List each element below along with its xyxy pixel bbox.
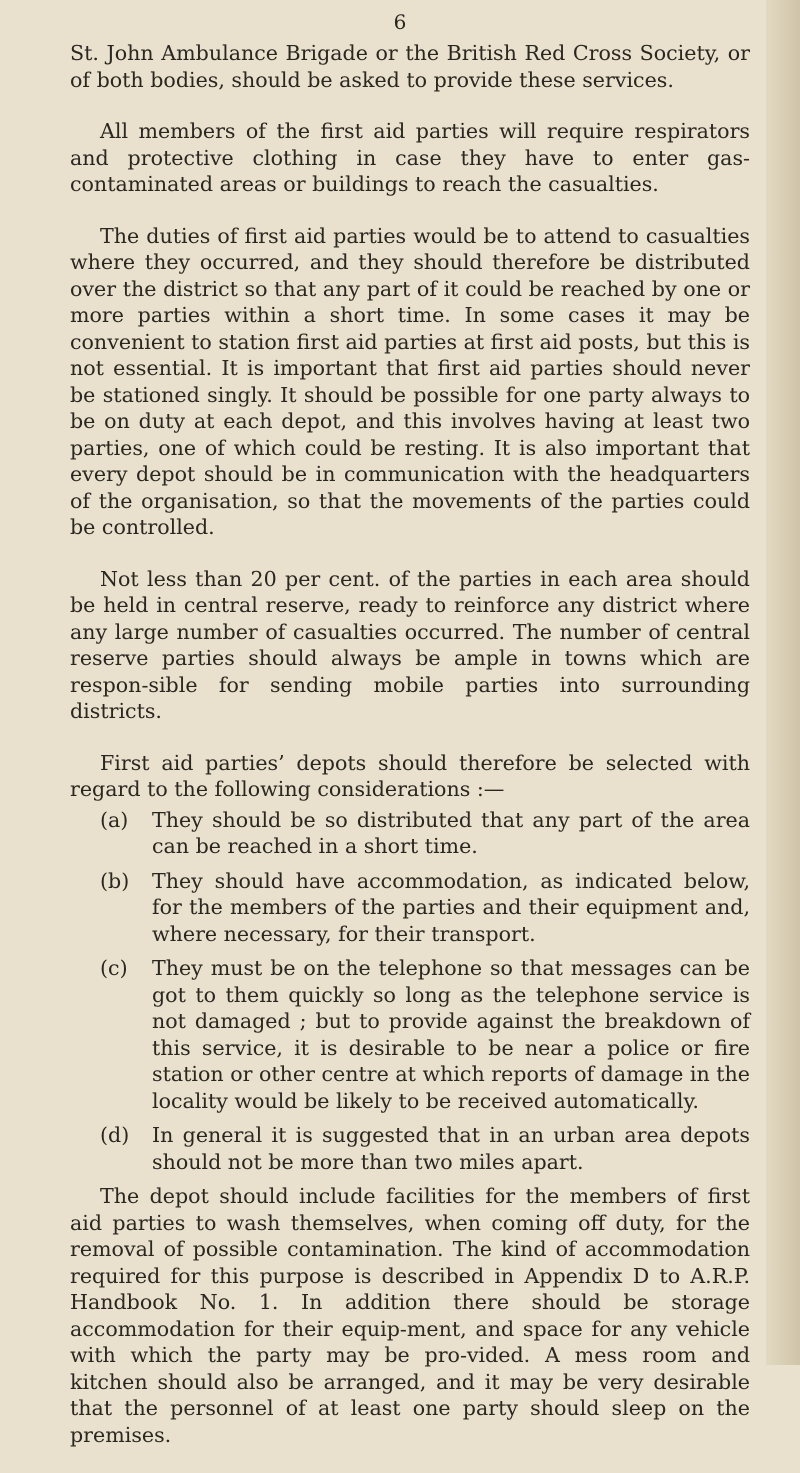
list-item-text: In general it is suggested that in an urban area depots should not be more than two miles apart. [152, 1123, 750, 1174]
list-item-text: They should have accommodation, as indicated below, for the members of the parties and their equipment and, where necessary, for their transport. [152, 868, 750, 946]
list-marker: (b) [100, 868, 130, 893]
list-item [70, 955, 750, 1114]
list-item [70, 1122, 750, 1175]
paragraph-depot-facilities: The depot should include facilities for the members of first aid parties to wash themselves, when coming off duty, for the removal of possible contamination. The kind of accommodation required for this purpose is described in Appendix D to A.R.P. Handbook No. 1. In addition there should be storage accommodation for their equip-ment, and space for any vehicle with which the party may be pro-vided. A mess room and kitchen should also be arranged, and it may be very desirable that the personnel of at least one party should sleep on the premises. [70, 1184, 750, 1447]
paragraph-duties: The duties of first aid parties would be to attend to casualties where they occurred, and they should therefore be distributed over the district so that any part of it could be reached by one or more parties within a short time. In some cases it may be convenient to station first aid parties at first aid posts, but this is not essential. It is important that first aid parties should never be stationed singly. It should be possible for one party always to be on duty at each depot, and this involves having at least two parties, one of which could be resting. It is also important that every depot should be in communication with the headquarters of the organisation, so that the movements of the parties could be controlled. [70, 223, 750, 539]
paragraph-central-reserve: Not less than 20 per cent. of the parties in each area should be held in central reserve, ready to reinforce any district where any large number of casualties occurred. The number of central reserve parties should always be ample in towns which are respon-sible for sending mobile parties into surrounding districts. [70, 566, 750, 723]
considerations-list [70, 807, 750, 1176]
page-number: 6 [393, 10, 407, 34]
paragraph-depot-considerations: First aid parties’ depots should therefore be selected with regard to the following considerations :— [70, 750, 750, 801]
list-marker: (d) [100, 1123, 130, 1147]
list-item-text: They should be so distributed that any part of the area can be reached in a short time. [152, 807, 750, 858]
list-marker: (a) [100, 807, 129, 832]
paragraph-continuation: St. John Ambulance Brigade or the British Red Cross Society, or of both bodies, should be asked to provide these services. [70, 41, 750, 92]
list-marker: (c) [100, 956, 128, 980]
paragraph-respirators: All members of the first aid parties will require respirators and protective clothing in case they have to enter gas-contaminated areas or buildings to reach the casualties. [70, 119, 750, 196]
page-edge [766, 0, 800, 1365]
list-item-text: They must be on the telephone so that messages can be got to them quickly so long as the telephone service is not damaged ; but to provide against the breakdown of this service, it is desirable to be near a police or fire station or other centre at which reports of damage in the locality would be likely to be received automatically. [152, 956, 750, 1113]
list-item [70, 807, 750, 860]
list-item [70, 868, 750, 948]
body-text [70, 40, 750, 1473]
